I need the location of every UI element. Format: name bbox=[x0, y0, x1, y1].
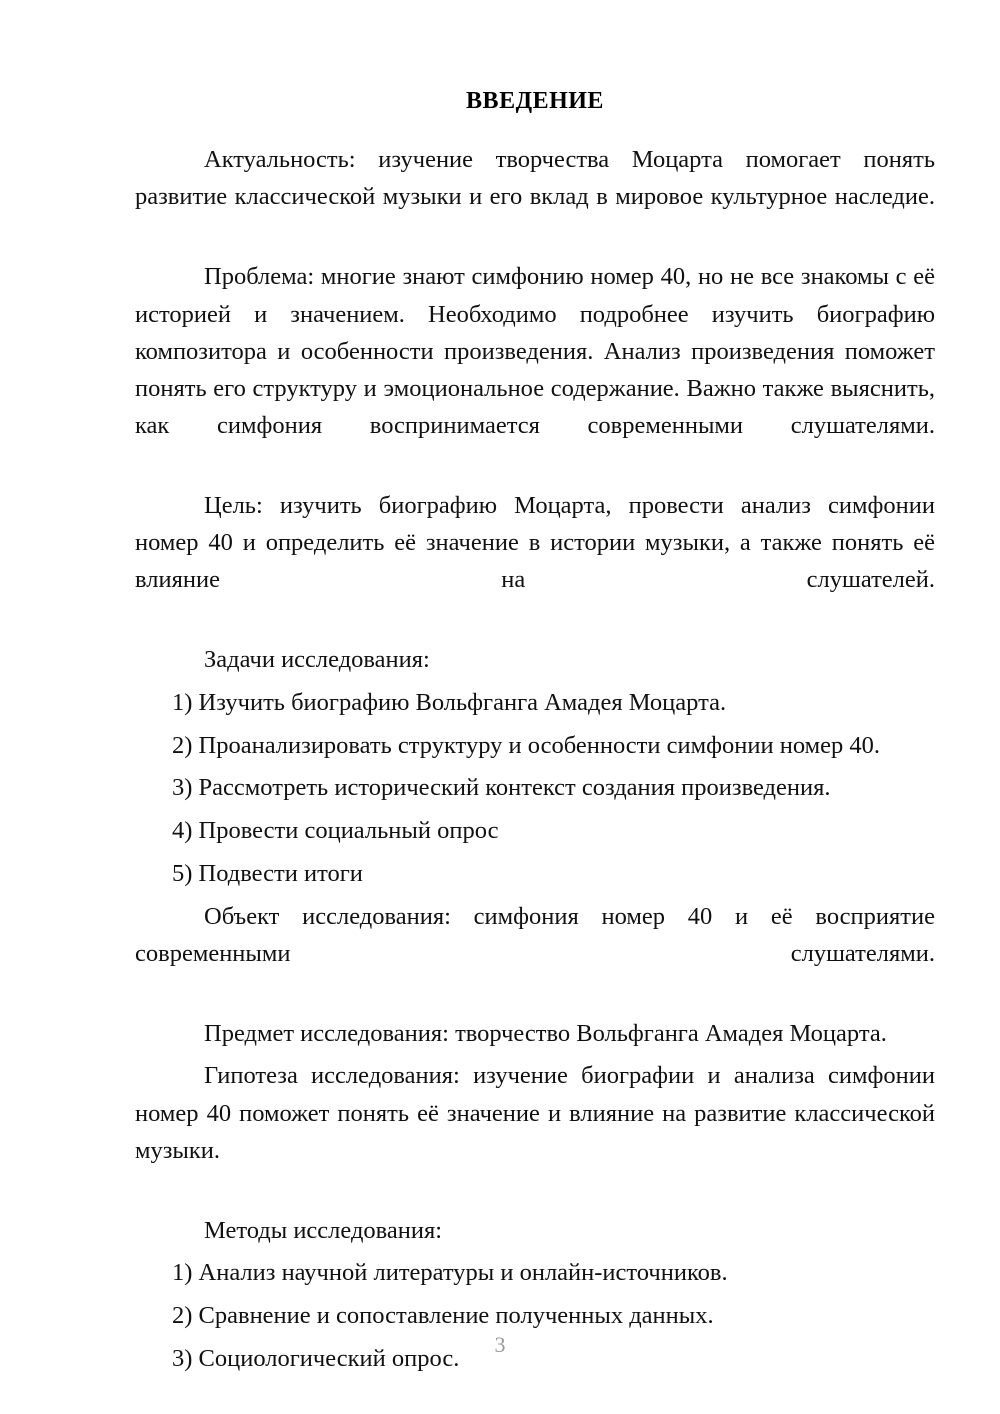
list-item: 1) Изучить биографию Вольфганга Амадея Моцарта. bbox=[172, 689, 727, 717]
document-content bbox=[135, 86, 935, 1382]
paragraph-relevance: Актуальность: изучение творчества Моцарта помогает понять развитие классической музыки и его вклад в мировое культурное наследие. bbox=[135, 146, 935, 211]
page-number: 3 bbox=[494, 1332, 506, 1357]
research-tasks-list bbox=[135, 684, 935, 892]
paragraph-problem: Проблема: многие знают симфонию номер 40, но не все знакомы с её историей и значением. Необходимо подробнее изучить биографию композитора и особенности произведения. Анализ произведения поможет понять его структуру и эмоциональное содержание. Важно также выяснить, как симфония воспринимается современными слушателями. bbox=[135, 263, 935, 440]
list-item: 2) Сравнение и сопоставление полученных данных. bbox=[172, 1302, 714, 1330]
paragraph-research-subject: Предмет исследования: творчество Вольфганга Амадея Моцарта. bbox=[204, 1019, 887, 1047]
list-item: 5) Подвести итоги bbox=[172, 859, 363, 887]
list-item: 3) Социологический опрос. bbox=[172, 1344, 460, 1372]
paragraph-hypothesis: Гипотеза исследования: изучение биографии и анализа симфонии номер 40 поможет понять её значение и влияние на развитие классической музыки. bbox=[135, 1062, 935, 1164]
list-item: 4) Провести социальный опрос bbox=[172, 817, 499, 845]
list-item: 3) Рассмотреть исторический контекст создания произведения. bbox=[172, 774, 831, 802]
paragraph-research-object: Объект исследования: симфония номер 40 и её восприятие современными слушателями. bbox=[135, 902, 935, 967]
heading-research-tasks: Задачи исследования: bbox=[204, 646, 430, 674]
list-item: 1) Анализ научной литературы и онлайн-источников. bbox=[172, 1259, 728, 1287]
heading-research-methods: Методы исследования: bbox=[204, 1216, 443, 1244]
paragraph-goal: Цель: изучить биографию Моцарта, провести анализ симфонии номер 40 и определить её значение в истории музыки, а также понять её влияние на слушателей. bbox=[135, 492, 935, 594]
page-title: ВВЕДЕНИЕ bbox=[466, 88, 604, 114]
list-item: 2) Проанализировать структуру и особенности симфонии номер 40. bbox=[172, 731, 880, 759]
